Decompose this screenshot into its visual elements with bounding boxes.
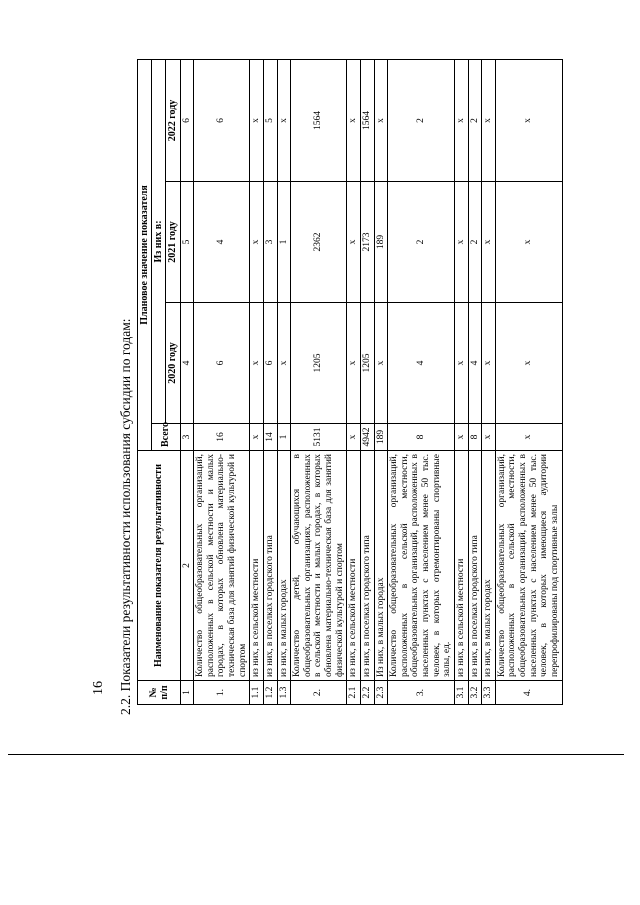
table-row xyxy=(495,59,562,704)
value-total: х xyxy=(250,424,264,451)
table-row xyxy=(263,59,277,704)
value-2021: 2 xyxy=(468,182,482,303)
table-row xyxy=(482,59,496,704)
value-total: х xyxy=(482,424,496,451)
table-row xyxy=(454,59,468,704)
col-number: 3 xyxy=(180,424,194,451)
indicator-name: Количество общеобразовательных организаций, расположенных в сельской местности и малых городах, в которых обновлена материально-техническая база для занятий физической культурой и спортом xyxy=(194,451,250,681)
value-2022: 2 xyxy=(388,59,455,181)
header-plan: Плановое значение показателя xyxy=(138,59,152,450)
section-title: 2.2. Показатели результативности использования субсидии по годам: xyxy=(118,318,133,715)
value-2021: 4 xyxy=(194,182,250,303)
value-2022: 5 xyxy=(263,59,277,181)
column-number-row xyxy=(180,59,194,704)
row-number: 3.2 xyxy=(468,681,482,705)
rotated-page-content xyxy=(86,60,560,715)
col-number: 1 xyxy=(180,681,194,705)
value-total: 189 xyxy=(374,424,388,451)
col-number: 4 xyxy=(180,303,194,424)
value-2020: х xyxy=(250,303,264,424)
header-name: Наименование показателя результативности xyxy=(138,451,181,681)
value-total: х xyxy=(495,424,562,451)
indicator-name: из них, в поселках городского типа xyxy=(360,451,374,681)
value-2022: х xyxy=(374,59,388,181)
value-2020: х xyxy=(347,303,361,424)
row-number: 3. xyxy=(388,681,455,705)
value-2021: 2362 xyxy=(291,182,347,303)
value-2020: 6 xyxy=(263,303,277,424)
value-2021: х xyxy=(495,182,562,303)
value-2022: 2 xyxy=(468,59,482,181)
table-row xyxy=(374,59,388,704)
value-2020: х xyxy=(374,303,388,424)
row-number: 3.3 xyxy=(482,681,496,705)
indicator-name: из них, в сельской местности xyxy=(454,451,468,681)
value-total: 1 xyxy=(277,424,291,451)
col-number: 2 xyxy=(180,451,194,681)
row-number: 1.1 xyxy=(250,681,264,705)
value-2022: х xyxy=(277,59,291,181)
page-number: 16 xyxy=(91,681,106,695)
value-2020: 1205 xyxy=(360,303,374,424)
value-2021: 189 xyxy=(374,182,388,303)
value-2022: х xyxy=(482,59,496,181)
value-2020: х xyxy=(482,303,496,424)
value-2022: х xyxy=(347,59,361,181)
row-number: 2.1 xyxy=(347,681,361,705)
indicator-name: Из них, в малых городах xyxy=(374,451,388,681)
col-number: 6 xyxy=(180,59,194,181)
header-2022: 2022 году xyxy=(166,59,180,181)
value-2020: 6 xyxy=(194,303,250,424)
row-number: 1.2 xyxy=(263,681,277,705)
value-2022: 1564 xyxy=(360,59,374,181)
table-row xyxy=(468,59,482,704)
table-row xyxy=(291,59,347,704)
value-2022: х xyxy=(454,59,468,181)
header-of-which: Из них в: xyxy=(152,59,166,423)
indicator-name: Количество общеобразовательных организаций, расположенных в сельской местности, общеобразовательных организаций, расположенных в населенных пунктах с населением менее 50 тыс. человек, в которых имеющиеся аудитории перепрофилированы под спортивные залы xyxy=(495,451,562,681)
table-body xyxy=(180,59,562,704)
value-2021: 2 xyxy=(388,182,455,303)
row-number: 1. xyxy=(194,681,250,705)
value-2020: 4 xyxy=(388,303,455,424)
value-2021: 1 xyxy=(277,182,291,303)
table-row xyxy=(277,59,291,704)
table-row xyxy=(360,59,374,704)
value-2022: 6 xyxy=(194,59,250,181)
row-number: 2.2 xyxy=(360,681,374,705)
indicator-name: из них, в сельской местности xyxy=(250,451,264,681)
value-2020: 4 xyxy=(468,303,482,424)
indicator-name: из них, в малых городах xyxy=(482,451,496,681)
table-row xyxy=(250,59,264,704)
row-number: 4. xyxy=(495,681,562,705)
indicator-name: из них, в поселках городского типа xyxy=(468,451,482,681)
value-2021: х xyxy=(482,182,496,303)
value-2020: х xyxy=(277,303,291,424)
indicators-table xyxy=(137,59,563,705)
value-total: 14 xyxy=(263,424,277,451)
value-2021: х xyxy=(250,182,264,303)
row-number: 1.3 xyxy=(277,681,291,705)
value-2021: х xyxy=(454,182,468,303)
table-row xyxy=(388,59,455,704)
row-number: 3.1 xyxy=(454,681,468,705)
col-number: 5 xyxy=(180,182,194,303)
value-2020: х xyxy=(495,303,562,424)
value-total: 4942 xyxy=(360,424,374,451)
value-2021: 3 xyxy=(263,182,277,303)
value-2022: х xyxy=(495,59,562,181)
value-total: 5131 xyxy=(291,424,347,451)
header-total: Всего xyxy=(152,424,180,451)
value-total: 16 xyxy=(194,424,250,451)
value-total: х xyxy=(347,424,361,451)
header-num: № п/п xyxy=(138,681,181,705)
header-2020: 2020 году xyxy=(166,303,180,424)
value-2022: х xyxy=(250,59,264,181)
value-2020: 1205 xyxy=(291,303,347,424)
value-2021: х xyxy=(347,182,361,303)
horizontal-rule xyxy=(8,754,624,755)
row-number: 2.3 xyxy=(374,681,388,705)
table-row xyxy=(347,59,361,704)
indicator-name: из них, в сельской местности xyxy=(347,451,361,681)
value-2020: х xyxy=(454,303,468,424)
indicator-name: Количество общеобразовательных организаций, расположенных в сельской местности, общеобразовательных организаций, расположенных в населенных пунктах с населением менее 50 тыс. человек, в которых отремонтированы спортивные залы, ед. xyxy=(388,451,455,681)
row-number: 2. xyxy=(291,681,347,705)
value-total: 8 xyxy=(468,424,482,451)
indicator-name: из них, в малых городах xyxy=(277,451,291,681)
value-total: 8 xyxy=(388,424,455,451)
value-total: х xyxy=(454,424,468,451)
value-2021: 2173 xyxy=(360,182,374,303)
indicator-name: Количество детей, обучающихся в общеобразовательных организациях, расположенных в сельской местности и малых городах, в которых обновлена материально-техническая база для занятий физической культурой и спортом xyxy=(291,451,347,681)
table-row xyxy=(194,59,250,704)
header-2021: 2021 году xyxy=(166,182,180,303)
indicator-name: из них, в поселках городского типа xyxy=(263,451,277,681)
value-2022: 1564 xyxy=(291,59,347,181)
